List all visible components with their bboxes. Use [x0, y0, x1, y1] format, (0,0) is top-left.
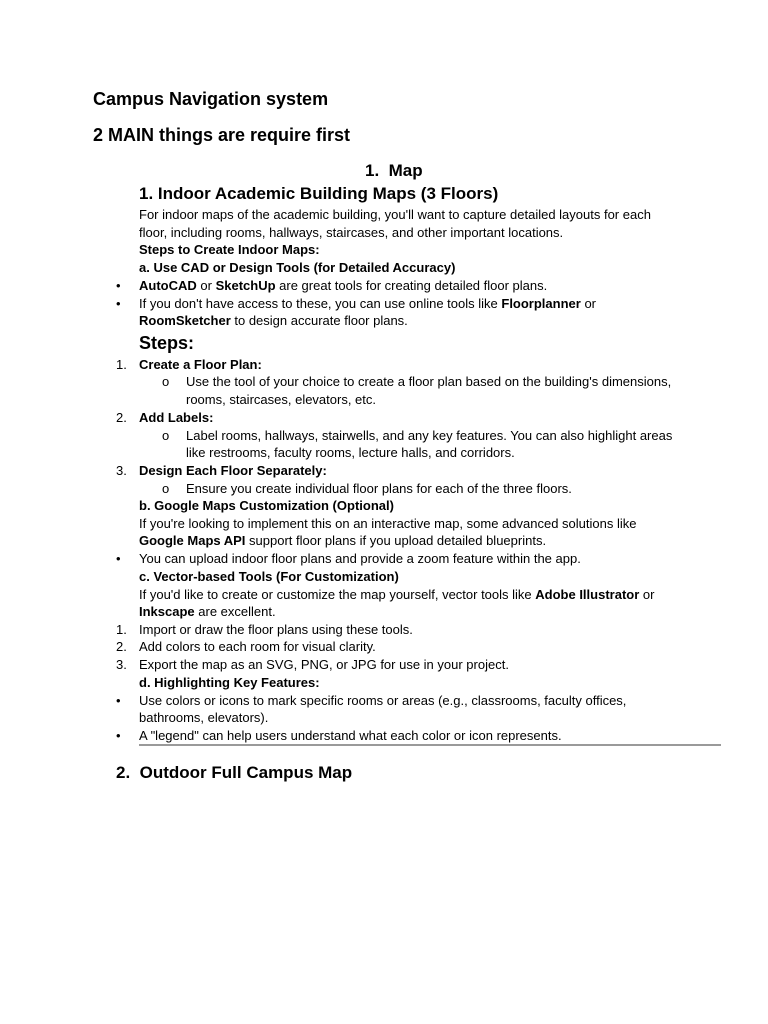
text: or [196, 278, 216, 293]
text: or [639, 587, 655, 602]
steps-create-heading: Steps to Create Indoor Maps: [139, 242, 320, 257]
subsection-c-text-line-1 [139, 586, 654, 603]
bullet-upload-floor-plans: You can upload indoor floor plans and provide a zoom feature within the app. [139, 551, 581, 566]
sub-bullet-marker: o [162, 428, 170, 443]
document-subtitle: 2 MAIN things are require first [93, 125, 351, 145]
bullet-online-tools-line-2 [139, 312, 408, 329]
bullet-colors-icons-line-1: Use colors or icons to mark specific rooms or areas (e.g., classrooms, faculty offices, [139, 693, 627, 708]
step-3-text-line-1: Ensure you create individual floor plans for each of the three floors. [186, 481, 572, 496]
step-2-title: Add Labels: [139, 410, 214, 425]
text: If you'd like to create or customize the map yourself, vector tools like [139, 587, 536, 602]
bold-google-maps-api: Google Maps API [139, 533, 246, 548]
bullet-marker: • [116, 278, 121, 293]
step-3-title: Design Each Floor Separately: [139, 463, 327, 478]
bullet-marker: • [116, 296, 121, 311]
bold-sketchup: SketchUp [215, 278, 276, 293]
section-2-number: 2. [116, 763, 131, 782]
list-number: 3. [116, 657, 127, 672]
subsection-d-heading: d. Highlighting Key Features: [139, 675, 320, 690]
bold-roomsketcher: RoomSketcher [139, 313, 231, 328]
subsection-b-heading: b. Google Maps Customization (Optional) [139, 498, 394, 513]
section-1-number: 1. [365, 161, 380, 180]
section-1-heading [365, 160, 423, 182]
subsection-indoor-heading: 1. Indoor Academic Building Maps (3 Floors) [139, 184, 499, 203]
list-number: 2. [116, 410, 127, 425]
subsection-c-heading: c. Vector-based Tools (For Customization) [139, 569, 399, 584]
bold-floorplanner: Floorplanner [501, 296, 581, 311]
text: are great tools for creating detailed floor plans. [275, 278, 548, 293]
horizontal-rule [139, 744, 721, 746]
text: support floor plans if you upload detailed blueprints. [245, 533, 547, 548]
subsection-b-text-line-1: If you're looking to implement this on an interactive map, some advanced solutions like [139, 516, 637, 531]
vector-step-2: Add colors to each room for visual clarity. [139, 639, 376, 654]
bullet-marker: • [116, 728, 121, 743]
subsection-b-text-line-2 [139, 532, 546, 549]
bullet-online-tools-line-1 [139, 295, 596, 312]
bullet-legend: A "legend" can help users understand what each color or icon represents. [139, 728, 562, 743]
text: are excellent. [194, 604, 276, 619]
bullet-autocad [139, 277, 547, 294]
bold-adobe-illustrator: Adobe Illustrator [535, 587, 640, 602]
bold-inkscape: Inkscape [139, 604, 195, 619]
list-number: 2. [116, 639, 127, 654]
steps-heading: Steps: [139, 333, 195, 353]
subsection-c-text-line-2 [139, 603, 276, 620]
step-2-text-line-1: Label rooms, hallways, stairwells, and any key features. You can also highlight areas [186, 428, 673, 443]
text: If you don't have access to these, you can use online tools like [139, 296, 502, 311]
vector-step-1: Import or draw the floor plans using these tools. [139, 622, 413, 637]
section-1-title: Map [388, 161, 423, 180]
subsection-a-heading: a. Use CAD or Design Tools (for Detailed Accuracy) [139, 260, 456, 275]
sub-bullet-marker: o [162, 374, 170, 389]
list-number: 3. [116, 463, 127, 478]
step-1-text-line-2: rooms, staircases, elevators, etc. [186, 392, 377, 407]
intro-line-1: For indoor maps of the academic building, you'll want to capture detailed layouts for each [139, 207, 651, 222]
section-2-title: Outdoor Full Campus Map [139, 763, 353, 782]
bullet-marker: • [116, 551, 121, 566]
bold-autocad: AutoCAD [139, 278, 197, 293]
bullet-colors-icons-line-2: bathrooms, elevators). [139, 710, 269, 725]
section-2-heading [116, 762, 352, 784]
list-number: 1. [116, 622, 127, 637]
text: or [580, 296, 596, 311]
step-1-text-line-1: Use the tool of your choice to create a floor plan based on the building's dimensions, [186, 374, 672, 389]
sub-bullet-marker: o [162, 481, 170, 496]
bullet-marker: • [116, 693, 121, 708]
step-2-text-line-2: like restrooms, faculty rooms, lecture halls, and corridors. [186, 445, 515, 460]
text: to design accurate floor plans. [230, 313, 408, 328]
step-1-title: Create a Floor Plan: [139, 357, 262, 372]
list-number: 1. [116, 357, 127, 372]
vector-step-3: Export the map as an SVG, PNG, or JPG for use in your project. [139, 657, 509, 672]
intro-line-2: floor, including rooms, hallways, staircases, and other important locations. [139, 225, 564, 240]
document-title: Campus Navigation system [93, 89, 329, 109]
